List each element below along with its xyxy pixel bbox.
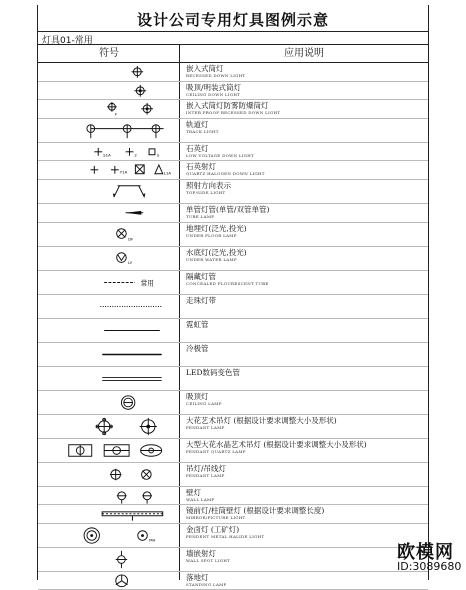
track-light-icon bbox=[38, 119, 179, 142]
svg-text:L1A: L1A bbox=[163, 171, 172, 177]
neon-tube-icon bbox=[38, 319, 179, 342]
table-row: 落地灯 STANDING LAMP bbox=[38, 572, 428, 590]
direction-icon bbox=[38, 180, 179, 203]
table-row: 霓虹管 bbox=[38, 319, 428, 343]
table-row: 吸顶/明装式筒灯 CEILING DOWN LIGHT bbox=[38, 82, 428, 101]
underwater-lamp-icon bbox=[38, 247, 179, 270]
table-row: S1A 2 S 石英灯 LOW VOLTAGE DOWN LIGHT bbox=[38, 143, 428, 162]
tube-lamp-icon bbox=[38, 204, 179, 222]
svg-text:S: S bbox=[156, 152, 160, 158]
header-symbol: 符号 bbox=[99, 48, 119, 59]
svg-text:F: F bbox=[114, 111, 118, 117]
site-logo: 欧模网 bbox=[397, 542, 454, 563]
table-row: Y1A L1A 石英射灯 QUARTZ HALOGEN DOWN LIGHT bbox=[38, 161, 428, 180]
table-row: 大型大花水晶艺术吊灯 (根据设计要求调整大小及形状) PENDANT QUARTZ LAMP bbox=[38, 439, 428, 463]
halide-lamp-icon bbox=[38, 524, 179, 547]
quartz-spot-icon bbox=[38, 161, 179, 179]
svg-text:Y1A: Y1A bbox=[119, 170, 128, 176]
standing-lamp-icon bbox=[38, 572, 179, 590]
mirror-light-icon bbox=[38, 505, 179, 523]
cold-tube-icon bbox=[38, 343, 179, 366]
quartz-light-icon bbox=[38, 143, 179, 161]
proof-downlight-icon bbox=[38, 100, 179, 118]
pendant-lamp-icon bbox=[38, 463, 179, 486]
table-row: DF 地埋灯(泛光,投光) UNDER FLOOR LAMP bbox=[38, 223, 428, 247]
legend-rows bbox=[38, 63, 428, 590]
table-row: 大花艺术吊灯 (根据设计要求调整大小及形状) PENDANT LAMP bbox=[38, 415, 428, 439]
table-row: 冷极管 bbox=[38, 343, 428, 367]
legend-sheet bbox=[37, 5, 429, 587]
ceiling-downlight-icon bbox=[38, 82, 179, 100]
table-row: 墙嵌射灯 WALL SPOT LIGHT bbox=[38, 548, 428, 572]
wall-lamp-icon bbox=[38, 487, 179, 505]
svg-text:LY: LY bbox=[128, 259, 133, 265]
svg-text:S1A: S1A bbox=[103, 152, 111, 158]
table-row: 吸顶灯 CEILING LAMP bbox=[38, 391, 428, 415]
title-divider bbox=[38, 31, 428, 32]
recessed-downlight-icon bbox=[38, 63, 179, 81]
table-row: 轨道灯 TRACK LIGHT bbox=[38, 119, 428, 143]
underfloor-lamp-icon bbox=[38, 223, 179, 246]
table-row: 走珠灯带 bbox=[38, 295, 428, 319]
svg-text:2: 2 bbox=[134, 152, 137, 158]
page-title: 设计公司专用灯具图例示意 bbox=[136, 11, 329, 29]
table-row: 吊灯/吊线灯 PENDANT LAMP bbox=[38, 463, 428, 487]
wall-spot-icon bbox=[38, 548, 179, 571]
crystal-pendant-icon bbox=[38, 439, 179, 462]
table-row: LY 水底灯(泛光,投光) UNDER WATER LAMP bbox=[38, 247, 428, 271]
concealed-tube-icon bbox=[38, 271, 179, 294]
section-label: 灯具01-常用 bbox=[42, 36, 93, 46]
art-pendant-icon bbox=[38, 415, 179, 438]
table-row: 单管灯管(单管/双管单管) TUBE LAMP bbox=[38, 204, 428, 223]
table-row: 镜前灯/柱筒壁灯 (根据设计要求调整长度) MIRROR/PICTURE LIGHT bbox=[38, 505, 428, 524]
table-row: 嵌入式筒灯 RECESSED DOWN LIGHT bbox=[38, 63, 428, 82]
svg-text:MH: MH bbox=[149, 537, 156, 542]
header-description: 应用说明 bbox=[284, 48, 324, 59]
table-row: MH 金卤灯 (工矿灯) PENDENT METAL HALIDE LIGHT bbox=[38, 524, 428, 548]
ceiling-lamp-icon bbox=[38, 391, 179, 414]
bead-strip-icon bbox=[38, 295, 179, 318]
led-tube-icon bbox=[38, 367, 179, 390]
table-row: LED数码变色管 bbox=[38, 367, 428, 391]
table-row: 常用 隔藏灯管 CONCEALED FLOURESCENT TUBE bbox=[38, 271, 428, 295]
common-label: 常用 bbox=[140, 278, 154, 287]
svg-text:DF: DF bbox=[128, 235, 134, 241]
asset-id: ID:3089680 bbox=[397, 560, 462, 573]
table-row: F 嵌入式筒灯防雾防爆筒灯 INTER PROOF RECESSED DOWN LIGHT bbox=[38, 100, 428, 119]
table-row: 照射方向表示 TOP/SIDE LIGHT bbox=[38, 180, 428, 204]
table-row: 壁灯 WALL LAMP bbox=[38, 487, 428, 506]
